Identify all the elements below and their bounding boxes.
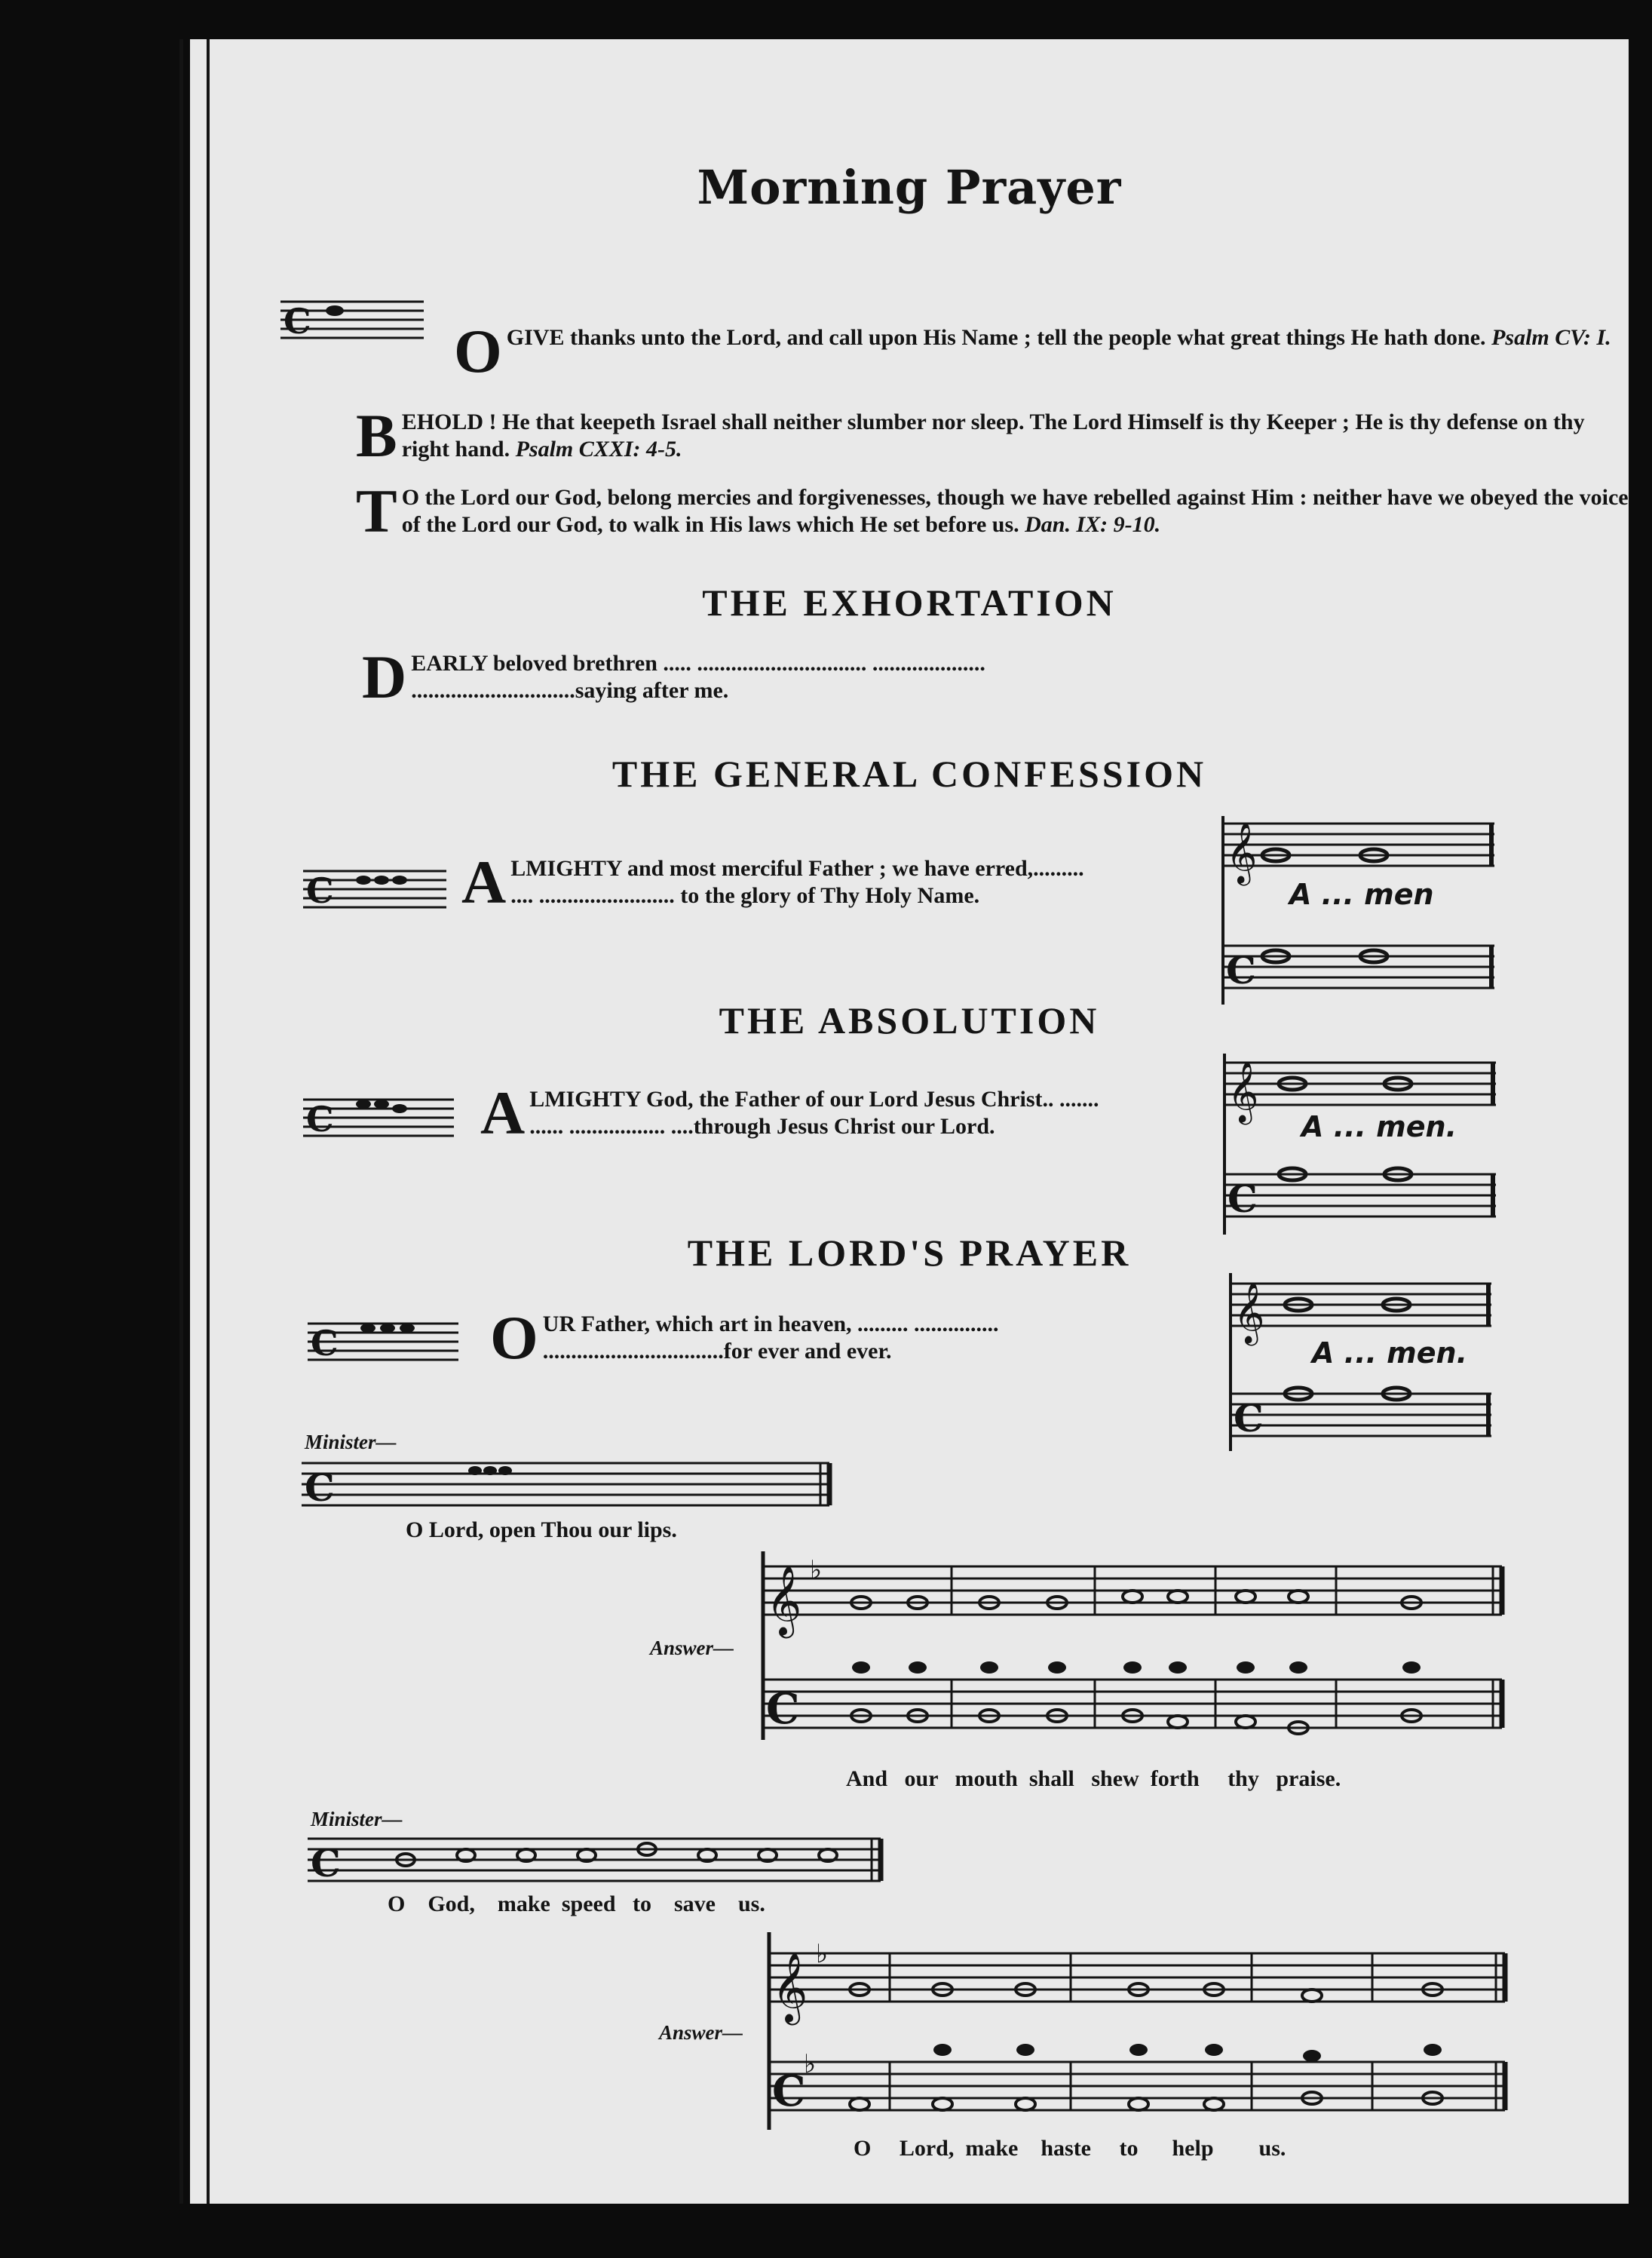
answer-response: O Lord, make haste to help us. xyxy=(854,2136,1286,2161)
svg-text:C: C xyxy=(1226,948,1256,992)
svg-text:C: C xyxy=(306,1099,334,1140)
answer-score xyxy=(769,1932,1523,2130)
amen-notation xyxy=(1224,1054,1503,1235)
svg-text:C: C xyxy=(306,870,334,911)
scripture-reference: Dan. IX: 9-10. xyxy=(1025,512,1161,537)
minister-label: Minister— xyxy=(305,1431,397,1453)
absolution-text: ALMIGHTY God, the Father of our Lord Jesus Christ.. ....... ...... ................. ....through Jesus Christ our Lord. xyxy=(480,1078,1099,1147)
page-border-left xyxy=(179,39,183,2204)
staff-snippet xyxy=(308,1318,458,1363)
amen-label: A ... men. xyxy=(1301,1110,1457,1143)
heading-absolution: THE ABSOLUTION xyxy=(719,999,1100,1042)
minister-versicle: O Lord, open Thou our lips. xyxy=(406,1517,677,1542)
svg-text:𝄞: 𝄞 xyxy=(1228,1060,1259,1122)
svg-text:C: C xyxy=(305,1465,335,1510)
svg-text:𝄞: 𝄞 xyxy=(766,1565,802,1635)
lords-prayer-text: OUR Father, which art in heaven, ......... ............... ................................for ever and ever. xyxy=(490,1303,999,1372)
svg-text:C: C xyxy=(772,2066,806,2116)
page-title: Morning Prayer xyxy=(697,160,1122,215)
svg-text:𝄞: 𝄞 xyxy=(1234,1281,1265,1343)
sentence-2: BEHOLD ! He that keepeth Israel shall neither slumber nor sleep. The Lord Himself is thy Keeper ; He is thy defense on thy right hand. Psalm CXXI: 4-5. xyxy=(356,401,1585,470)
drop-cap: O xyxy=(490,1303,538,1372)
drop-cap: B xyxy=(356,401,397,470)
svg-text:C: C xyxy=(766,1684,800,1734)
staff-snippet xyxy=(280,296,424,341)
sentence-1: OGIVE thanks unto the Lord, and call upon His Name ; tell the people what great things He hath done. Psalm CV: I. xyxy=(454,317,1611,385)
answer-label: Answer— xyxy=(659,2021,743,2044)
minister-staff xyxy=(308,1833,888,1885)
drop-cap: A xyxy=(461,848,507,916)
svg-text:C: C xyxy=(284,301,311,342)
amen-label: A ... men. xyxy=(1312,1336,1468,1370)
staff-snippet xyxy=(303,1094,454,1139)
drop-cap: A xyxy=(480,1078,526,1147)
scripture-reference: Psalm CXXI: 4-5. xyxy=(515,437,682,462)
amen-label: A ... men xyxy=(1289,878,1434,911)
svg-text:𝄞: 𝄞 xyxy=(772,1952,808,2022)
page xyxy=(190,39,1629,2204)
minister-versicle: O God, make speed to save us. xyxy=(388,1891,765,1916)
exhortation-text: DEARLY beloved brethren ..... .............................. .................... .............................saying after me. xyxy=(362,643,985,711)
svg-text:♭: ♭ xyxy=(804,2049,817,2079)
scripture-reference: Psalm CV: I. xyxy=(1491,325,1611,350)
heading-exhortation: THE EXHORTATION xyxy=(702,581,1117,624)
answer-score xyxy=(763,1551,1517,1740)
page-border-inner xyxy=(207,39,210,2204)
heading-lords-prayer: THE LORD'S PRAYER xyxy=(687,1232,1132,1274)
staff-snippet xyxy=(303,865,446,910)
minister-label: Minister— xyxy=(311,1808,403,1830)
svg-text:𝄞: 𝄞 xyxy=(1226,821,1258,883)
minister-staff xyxy=(302,1457,838,1510)
drop-cap: T xyxy=(356,477,397,545)
sentence-3: T O the Lord our God, belong mercies and forgivenesses, though we have rebelled against Him : neither have we obeyed the voice of the Lord our God, to walk in His laws which He set before us. Dan. IX: 9-10. xyxy=(356,477,1629,545)
svg-text:C: C xyxy=(1228,1177,1258,1221)
svg-text:C: C xyxy=(1234,1396,1264,1440)
svg-text:♭: ♭ xyxy=(810,1555,823,1585)
svg-text:C: C xyxy=(311,1323,339,1364)
answer-label: Answer— xyxy=(650,1637,734,1659)
drop-cap: O xyxy=(454,317,502,385)
svg-text:♭: ♭ xyxy=(816,1939,829,1969)
svg-text:C: C xyxy=(311,1841,341,1885)
answer-response: And our mouth shall shew forth thy praise. xyxy=(846,1766,1341,1791)
drop-cap: D xyxy=(362,643,407,711)
confession-text: ALMIGHTY and most merciful Father ; we have erred,......... .... ........................ to the glory of Thy Holy Name. xyxy=(461,848,1084,916)
heading-general-confession: THE GENERAL CONFESSION xyxy=(611,753,1207,795)
